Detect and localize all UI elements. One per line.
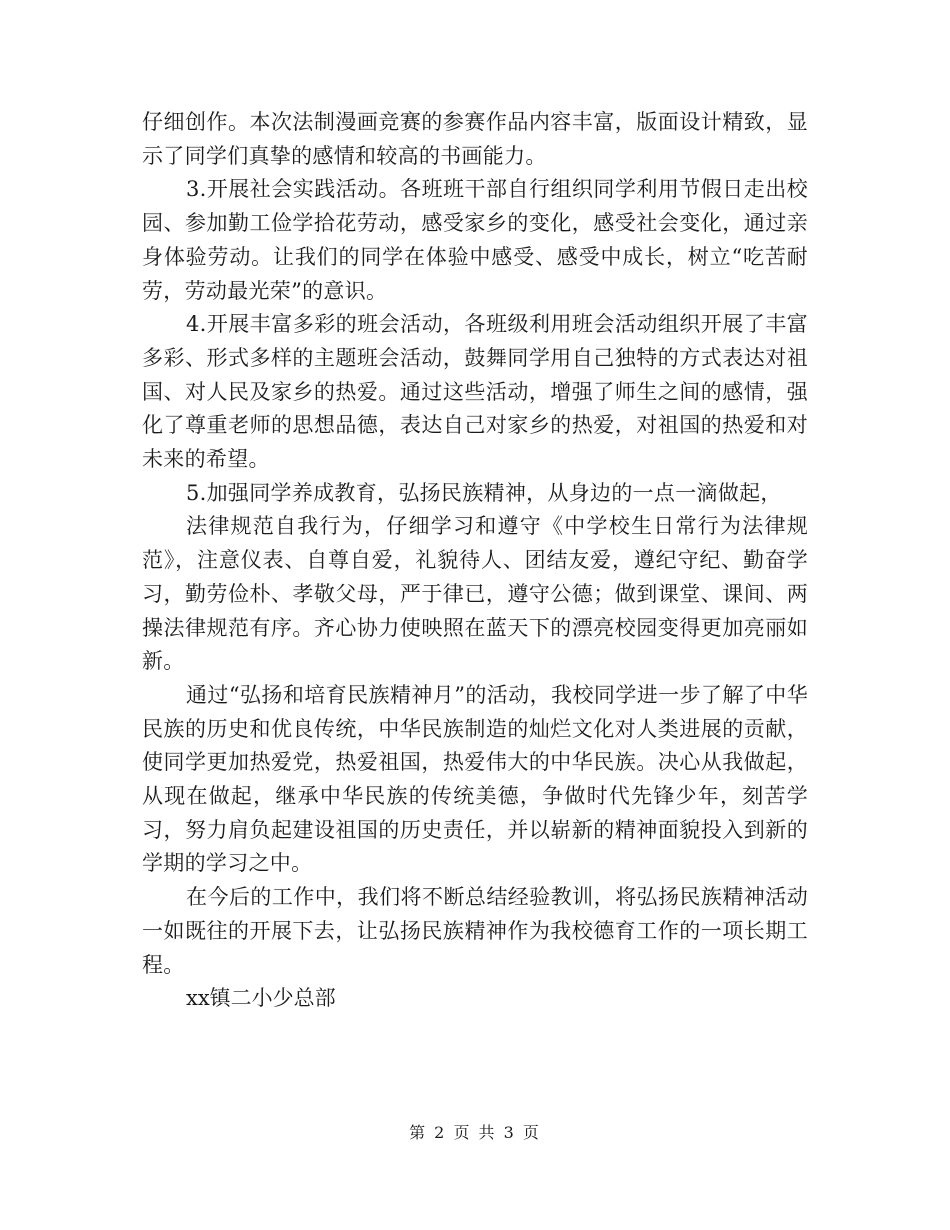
signature: xx镇二小少总部	[186, 986, 336, 1011]
paragraph-4: 5.加强同学养成教育，弘扬民族精神，从身边的一点一滴做起，	[186, 480, 782, 505]
paragraph-6: 通过“弘扬和培育民族精神月”的活动，我校同学进一步了解了中华民族的历史和优良传统，中华民族制造的灿烂文化对人类进展的贡献，使同学更加热爱党，热爱祖国，热爱伟大的中华民族。决心从我做起，从现在做起，继承中华民族的传统美德，争做时代先锋少年，刻苦学习，努力肩负起建设祖国的历史责任，并以崭新的精神面貌投入到新的学期的学习之中。	[142, 682, 808, 876]
paragraph-1: 仔细创作。本次法制漫画竞赛的参赛作品内容丰富，版面设计精致，显示了同学们真挚的感情和较高的书画能力。	[142, 110, 808, 168]
paragraph-7: 在今后的工作中，我们将不断总结经验教训，将弘扬民族精神活动一如既往的开展下去，让弘扬民族精神作为我校德育工作的一项长期工程。	[142, 885, 808, 977]
paragraph-5: 法律规范自我行为，仔细学习和遵守《中学校生日常行为法律规范》，注意仪表、自尊自爱，礼貌待人、团结友爱，遵纪守纪、勤奋学习，勤劳俭朴、孝敬父母，严于律已，遵守公德；做到课堂、课间、两操法律规范有序。齐心协力使映照在蓝天下的漂亮校园变得更加亮丽如新。	[142, 514, 808, 674]
paragraph-3: 4.开展丰富多彩的班会活动，各班级利用班会活动组织开展了丰富多彩、形式多样的主题班会活动，鼓舞同学用自己独特的方式表达对祖国、对人民及家乡的热爱。通过这些活动，增强了师生之间的感情，强化了尊重老师的思想品德，表达自己对家乡的热爱，对祖国的热爱和对未来的希望。	[142, 312, 808, 472]
paragraph-2: 3.开展社会实践活动。各班班干部自行组织同学利用节假日走出校园、参加勤工俭学拾花劳动，感受家乡的变化，感受社会变化，通过亲身体验劳动。让我们的同学在体验中感受、感受中成长，树立“吃苦耐劳，劳动最光荣”的意识。	[142, 177, 808, 303]
page-number-footer: 第 2 页 共 3 页	[409, 1123, 541, 1142]
body-text	[142, 106, 808, 1016]
